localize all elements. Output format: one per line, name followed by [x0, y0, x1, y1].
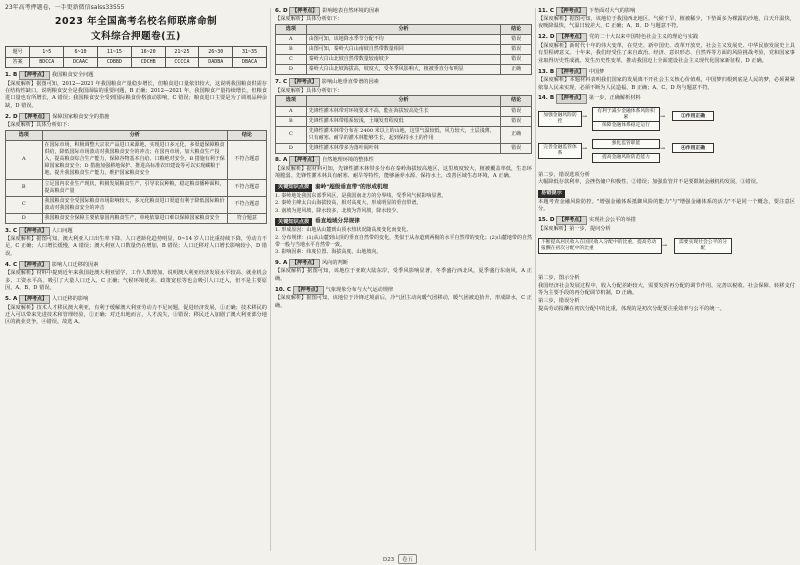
question-number: 2. D	[5, 113, 18, 120]
banner-label: 关键知识点拨	[275, 184, 312, 192]
knowledge-point: 1. 秦岭地处我国东部季风区，是我国南北方的分界线，受季风气候影响显著。	[275, 192, 447, 199]
question-6	[275, 7, 532, 76]
step-title: 第二步，图示分析	[538, 274, 580, 281]
analysis-cell: 我国粮食安全保障主要依靠国内粮食生产，单纯依靠进口难以保障国家粮食安全	[42, 213, 227, 223]
flow-box-mid: 保障金融体系稳定运行	[592, 121, 660, 131]
analysis-cell: 由图可知，秦岭大白山南坡自然带数量相同	[306, 45, 501, 55]
table-row	[276, 35, 532, 45]
result-cell: 错误	[501, 55, 532, 65]
result-cell: 错误	[501, 45, 532, 55]
analysis-th-analysis: 分析	[42, 130, 227, 140]
table-row	[276, 55, 532, 65]
result-cell: 错误	[501, 143, 532, 153]
exam-point-tag: 【押考点】	[19, 295, 50, 304]
option-cell: B	[276, 45, 307, 55]
analysis-th-result: 结论	[501, 96, 532, 106]
question-number: 8. A	[275, 157, 288, 164]
diagram-box: 不断提高居民收入在国民收入分配中的比重，提高劳动报酬在初次分配中的比重	[538, 238, 662, 254]
analysis-th-analysis: 分析	[306, 24, 501, 34]
table-row	[6, 179, 267, 196]
question-number: 7. C	[275, 78, 288, 85]
exam-point-topic: 党的二十大以来中国特色社会主义的理论与实践	[589, 34, 699, 41]
question-number: 1. B	[5, 71, 18, 78]
knowledge-point: 1. 形成原因：山地从山麓到山顶水热状况随高度变化而变化。	[275, 226, 412, 233]
arrow-right-icon: →	[662, 241, 668, 249]
knowledge-banner	[275, 184, 532, 192]
exam-point-topic: 影响山地垂直带谱的因素	[321, 78, 379, 85]
question-number: 6. D	[275, 7, 288, 14]
exam-point-topic: 风向的判断	[321, 259, 348, 266]
answer-key-answer: DCAAC	[64, 57, 98, 67]
knowledge-banner	[275, 218, 532, 226]
result-cell: 不符合题意	[227, 141, 266, 179]
exam-point-tag: 【押考点】	[19, 227, 50, 236]
flow-box-result: ①作用正确	[672, 111, 714, 121]
question-14	[538, 94, 795, 213]
answer-key-answer: DADBA	[199, 57, 233, 67]
page-title-line2: 文科综合押题卷(五)	[91, 31, 181, 42]
answer-key-range: 21~25	[165, 47, 199, 57]
knowledge-point: 2. 分布规律：(1)从山麓到山顶的垂直自然带的变化，类似于从赤道到两极的水平自然带的变化；(2)山麓地带的自然带一般与当地水平自然带一致。	[275, 234, 532, 248]
result-cell: 不符合题意	[227, 196, 266, 213]
flow-box-source: 加强金融风险防控	[538, 111, 582, 127]
exam-point-tag: 【押考点】	[556, 68, 587, 77]
table-row	[276, 45, 532, 55]
analysis-text: 【深度解析】据图可知，该地位于亚欧大陆东岸，受季风影响显著，冬季盛行西北风，夏季盛行东南风，A 正确。	[275, 268, 532, 282]
analysis-th-option: 选项	[6, 130, 43, 140]
exam-point-tag: 【押考点】	[19, 261, 50, 270]
analysis-cell: 秦岭大白山北坡自然带数量较南坡少	[306, 55, 501, 65]
column-middle	[275, 4, 532, 555]
volume-badge: 卷五	[398, 554, 417, 564]
question-number: 11. C	[538, 7, 554, 14]
answer-key-range: 1~5	[30, 47, 64, 57]
question-number: 13. B	[538, 68, 555, 75]
question-1	[5, 71, 267, 110]
option-cell: A	[276, 106, 307, 116]
question-8	[275, 156, 532, 180]
analysis-th-option: 选项	[276, 24, 307, 34]
column-divider	[535, 8, 536, 551]
analysis-intro: 【深度解析】具体分析如下：	[275, 16, 343, 23]
exam-point-tag: 【押考点】	[289, 259, 320, 268]
table-row	[276, 65, 532, 75]
exam-point-tag: 【押考点】	[19, 71, 50, 80]
exam-point-topic: 影响人口迁移的因素	[51, 261, 99, 268]
option-cell: C	[6, 196, 43, 213]
analysis-table	[275, 95, 532, 154]
exam-point-topic: 我国粮食安全问题	[51, 71, 94, 78]
step-title: 第二步，错误选项分析	[538, 171, 590, 178]
arrow-right-icon: →	[582, 144, 588, 152]
question-number: 9. A	[275, 259, 288, 266]
table-row	[6, 213, 267, 223]
column-left	[5, 4, 267, 555]
step-title: 【深度解析】第一步，提问分析	[538, 225, 611, 232]
analysis-flowchart	[538, 107, 795, 169]
analysis-cell: 先锋性灌木林带分布在 2400 米以上的山地，这里气温较低，风力较大，土层浅薄，只有耐寒、耐旱的灌木林能够生长，起到保持水土的作用	[306, 126, 501, 143]
exam-point-tag: 【押考点】	[556, 216, 587, 225]
analysis-cell: 先锋性灌木林带对环境要求不高，能在海拔较高处生长	[306, 106, 501, 116]
exam-point-topic: 第一步，正确解析材料	[588, 95, 641, 102]
answer-key-answer: CDBBD	[97, 57, 131, 67]
analysis-cell: 秦岭大白山北坡海拔高，坡度大，受冬季风影响大，植被垂直分布明显	[306, 65, 501, 75]
exam-point-tag: 【押考点】	[293, 286, 324, 295]
banner-label: 关键知识点拨	[275, 218, 312, 226]
analysis-table	[5, 130, 267, 224]
analysis-cell: 由图可知，该地降水季节分配不均	[306, 35, 501, 45]
question-9	[275, 259, 532, 283]
column-divider	[270, 8, 271, 551]
question-number: 10. C	[275, 286, 291, 293]
answer-key-range: 16~20	[131, 47, 165, 57]
analysis-text: 我国经济社会发展过程中，收入分配差距较大，需要发挥再分配的调节作用，完善以税收、社会保障、转移支付等为主要手段的再分配调节机制，D 正确。	[538, 282, 795, 297]
flow-box-mid: 有利于减少金融体系风险积累	[592, 107, 660, 123]
column-right	[538, 4, 795, 555]
page-title-line1: 2023 年全国高考名校名师联席命制	[54, 15, 218, 27]
table-row	[276, 143, 532, 153]
exam-point-topic: 实现社会公平的举措	[589, 216, 636, 223]
question-7	[275, 78, 532, 154]
table-row	[276, 126, 532, 143]
question-11	[538, 7, 795, 31]
exam-point-topic: 影响地表自然环境的因素	[322, 7, 380, 14]
answer-key-answer: DBACA	[233, 57, 267, 67]
analysis-th-analysis: 分析	[306, 96, 501, 106]
arrow-right-icon: →	[660, 144, 666, 152]
question-5	[5, 295, 267, 327]
analysis-text: 提高劳动报酬在初次分配中的比重，体现的是初次分配要注重效率与公平的统一。	[538, 305, 725, 312]
arrow-right-icon: →	[582, 112, 588, 120]
answer-key-label-a: 答案	[6, 57, 30, 67]
exam-point-tag: 【押考点】	[289, 156, 320, 165]
analysis-cell: 在国际市场，积极调整大宗农产品进口来源地，实现进口多元化，多渠道保障粮食供给，降低国际市场波动对我国粮食安全的冲击；在国内市场，加大粮食生产投入，提高粮食综合生产能力，保障谷物基本自给、口粮绝对安全，B 措施有利于保障国家粮食安全；D 措施加强耕地保护、推进高标准农田建设等可以实现藏粮于地，提升我国粮食生产能力，维护国家粮食安全	[42, 141, 227, 179]
question-number: 3. C	[5, 227, 18, 234]
analysis-text: 【深度解析】新时代十年的伟大变革，在党史、新中国史、改革开放史、社会主义发展史、中华民族发展史上具有里程碑意义。十年来，我们经受住了来自政治、经济、意识形态、自然界等方面的风险挑战考验，党和国家事业取得历史性成就、发生历史性变革，推动我国迈上全面建设社会主义现代化国家新征程，D 正确。	[538, 42, 795, 64]
answer-key-range: 31~35	[233, 47, 267, 57]
analysis-text: 【深度解析】据图可知，澳大利亚人口出生率下降、人口老龄化趋势明显，0~14 岁人口比重持续下降，劳动力不足，C 正确；人口增长缓慢，A 错误；澳大利亚人口数量仍在增加，B 错误；人口迁移对人口增长影响较小，D 错误。	[5, 236, 267, 257]
analysis-cell: 先锋性灌木林带多为落叶阔叶林	[306, 143, 501, 153]
analysis-cell: 先锋性灌木林带根系较浅，土壤发育程度低	[306, 116, 501, 126]
answer-key-row-answers	[6, 57, 267, 67]
knowledge-point: 3. 影响因素：纬度位置、海拔高度、山地坡向。	[275, 249, 382, 256]
question-number: 4. C	[5, 261, 18, 268]
exam-point-topic: 下垫面对大气的影响	[588, 7, 636, 14]
answer-key-answer: CCCCA	[165, 57, 199, 67]
analysis-text: 【深度解析】技术人才移民澳大利亚，有利于缓解澳大利亚劳动力不足问题，促进经济发展，①正确；技术移民的迁入可以带来先进技术和管理经验，②正确；对迁出地而言，人才流失，③错误；移民迁入加剧了澳大利亚部分地区的就业竞争，④错误。故选 A。	[5, 304, 267, 326]
diagram-result-box: 需要实现社会公平的分配	[674, 238, 732, 254]
arrow-right-icon: →	[660, 112, 666, 120]
flow-box-mid: 强化监管职能	[592, 139, 660, 149]
result-cell: 正确	[501, 126, 532, 143]
option-cell: A	[276, 35, 307, 45]
analysis-text: 【深度解析】本题材料表明我们国家的发展离不开社会主义核心价值观，中国梦归根到底是人民的梦，必须紧紧依靠人民来实现，必须不断为人民造福，B 正确；A、C、D 均与题意不符。	[538, 77, 795, 91]
option-cell: D	[276, 143, 307, 153]
analysis-text: 【深度解析】材料中提到近年来我国赴澳大利亚留学、工作人数增加，说明澳大利亚经济发展水平较高、就业机会多、工资水平高，吸引了大量人口迁入，C 正确；气候环境优美、政策宽松等也会吸引人口迁入，但不是主要原因，A、B、D 错误。	[5, 270, 267, 292]
banner-title: 秦岭"超级垂直带"的形成机理	[315, 184, 389, 191]
tip-banner	[538, 190, 795, 198]
answer-key-table	[5, 46, 267, 68]
question-number: 15. D	[538, 216, 555, 223]
page-number: D23	[383, 557, 395, 563]
analysis-intro: 【深度解析】具体分析如下：	[5, 122, 73, 129]
exam-point-tag: 【押考点】	[289, 78, 320, 87]
banner-title: 垂直地域分异规律	[315, 218, 360, 225]
analysis-text: 【深度解析】据图可知，该地位于冷锋过境前后，冷气团主动向暖气团移动，暖气团被迫抬升，形成降水，C 正确。	[275, 295, 532, 309]
exam-point-topic: 自然地理环境的整体性	[321, 157, 374, 164]
table-row	[276, 116, 532, 126]
exam-point-tag: 【押考点】	[289, 7, 320, 16]
result-cell: 错误	[501, 116, 532, 126]
answer-key-range: 11~15	[97, 47, 131, 57]
answer-key-label-q: 题号	[6, 47, 30, 57]
option-cell: A	[6, 141, 43, 179]
question-number: 5. A	[5, 295, 18, 302]
option-cell: B	[6, 179, 43, 196]
exam-point-topic: 人口问题	[51, 227, 73, 234]
result-cell: 不符合题意	[227, 179, 266, 196]
analysis-diagram	[538, 236, 795, 272]
knowledge-point: 3. 南坡为迎风坡，降水较多，北坡为背风坡，降水较少。	[275, 207, 402, 214]
analysis-intro: 【深度解析】具体分析如下：	[275, 87, 343, 94]
flow-box-source: 完善金融监管体系	[538, 143, 582, 159]
analysis-table-header	[6, 130, 267, 140]
flow-box-mid: 提高金融风险防范能力	[592, 153, 660, 163]
exam-point-tag: 【押考点】	[556, 33, 587, 42]
option-cell: B	[276, 116, 307, 126]
analysis-th-option: 选项	[276, 96, 307, 106]
exam-point-topic: 气象现象分布与大气运动规律	[325, 286, 394, 293]
option-cell: D	[6, 213, 43, 223]
result-cell: 错误	[501, 106, 532, 116]
analysis-table-header	[276, 24, 532, 34]
analysis-text: 【深度解析】据图可知，该地位于我国西北地区，气候干旱，植被稀少，下垫面多为裸露的沙地，白天升温快，夜晚降温快，气温日较差大，C 正确；A、B、D 与题意不符。	[538, 16, 795, 30]
result-cell: 正确	[501, 65, 532, 75]
answer-key-answer: BDCCA	[30, 57, 64, 67]
answer-key-row-questions	[6, 47, 267, 57]
question-15	[538, 216, 795, 313]
answer-key-range: 26~30	[199, 47, 233, 57]
exam-point-topic: 人口迁移的影响	[51, 295, 89, 302]
question-10	[275, 286, 532, 310]
result-cell: 错误	[501, 35, 532, 45]
answer-key-answer: CDCHB	[131, 57, 165, 67]
analysis-th-result: 结论	[227, 130, 266, 140]
exam-point-tag: 【押考点】	[556, 94, 587, 103]
table-row	[6, 196, 267, 213]
knowledge-point: 2. 秦岭主峰太白山海拔较高，相对高度大，形成明显的垂直带谱。	[275, 200, 422, 207]
option-cell: D	[276, 65, 307, 75]
question-number: 14. B	[538, 95, 555, 102]
question-13	[538, 68, 795, 92]
banner-label: 易错提示	[538, 190, 565, 198]
question-number: 12. D	[538, 34, 555, 41]
flow-box-result: ④作用正确	[672, 143, 714, 153]
tip-text: 本题考查金融风险防控。"增强金融体系抵御风险的能力"与"增强金融体系的活力"不是同一个概念，要注意区分。	[538, 198, 795, 213]
table-row	[276, 106, 532, 116]
analysis-cell: 我国粮食安全受国际粮食市场影响较大，多元化粮食进口渠道有利于降低国际粮价波动对我国粮食安全的冲击	[42, 196, 227, 213]
exam-point-tag: 【押考点】	[556, 7, 587, 16]
analysis-table	[275, 24, 532, 75]
analysis-table-header	[276, 96, 532, 106]
analysis-th-result: 结论	[501, 24, 532, 34]
analysis-text: 【深度解析】据图可知，2012—2021 年我国粮食产量稳步增长，但粮食进口量依旧较大，这说明我国粮食供需存在结构性缺口，说明粮食安全是我国面临的重要问题，B 正确；2012—2021 年，我国粮食产量持续增长，但粮食进口量也有所增长，A 错误；我国粮食安全受到国际粮食价格波动影响，C 错误；粮食进口主要是为了调剂品种余缺，D 错误。	[5, 80, 267, 109]
analysis-text: 大幅降低存款利率，会挫伤储户积极性，②错误；加强监管并不是要限制金融机构发展，③错误。	[538, 179, 762, 186]
exam-point-tag: 【押考点】	[19, 113, 50, 122]
exam-point-topic: 保障国家粮食安全的措施	[52, 113, 110, 120]
table-row	[6, 141, 267, 179]
step-title: 第三步，错误分析	[538, 298, 580, 305]
exam-point-topic: 中国梦	[588, 68, 605, 75]
analysis-cell: 立足国内农业生产现状，积极发展粮食生产，引导农民种粮，稳定粮食播种面积，提高粮食产量	[42, 179, 227, 196]
question-12	[538, 33, 795, 65]
question-4	[5, 261, 267, 293]
question-2	[5, 113, 267, 225]
watermark-text: 23年高考押题卷，一手更新微信salss33555	[5, 4, 125, 11]
question-3	[5, 227, 267, 259]
analysis-text: 【深度解析】据材料可知，先锋性灌木林带多分布在秦岭海拔较高地区，这里坡度较大，植被覆盖率低，生态环境脆弱。先锋性灌木林具有耐寒、耐旱等特性，能够涵养水源、保持水土，改善区域生态环境，A 正确。	[275, 166, 532, 180]
option-cell: C	[276, 126, 307, 143]
result-cell: 符合题意	[227, 213, 266, 223]
page-footer	[0, 554, 800, 564]
answer-key-range: 6~10	[64, 47, 98, 57]
option-cell: C	[276, 55, 307, 65]
